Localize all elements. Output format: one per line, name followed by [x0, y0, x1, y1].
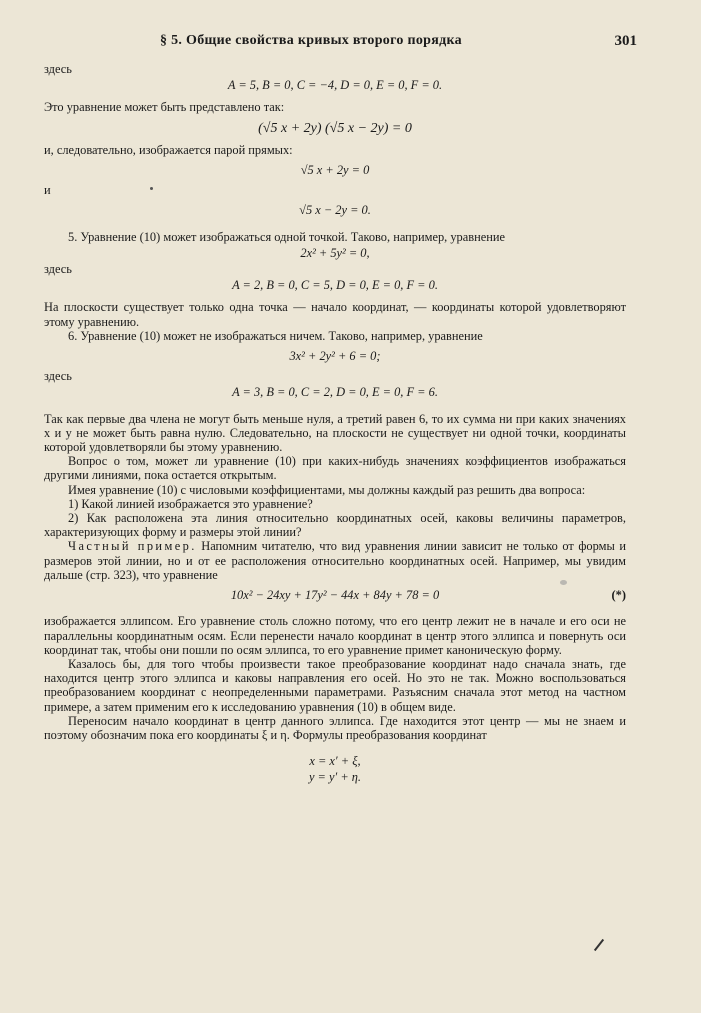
- paragraph: На плоскости существует только одна точка — начало координат, — координаты которой удовлетворяют этому уравнению.: [44, 300, 626, 329]
- paragraph: 6. Уравнение (10) может не изображаться ничем. Таково, например, уравнение: [68, 328, 483, 343]
- equation: A = 2, B = 0, C = 5, D = 0, E = 0, F = 0.: [232, 278, 438, 293]
- paragraph: Переносим начало координат в центр данного эллипса. Где находится этот центр — мы не знаем и поэтому обозначим пока его координаты ξ и η. Формулы преобразования координат: [44, 713, 626, 742]
- page-body: [44, 62, 626, 787]
- paragraph: Вопрос о том, может ли уравнение (10) при каких-нибудь значениях коэффициентов изображаться другими линиями, пока остается открытым.: [44, 454, 626, 483]
- equation: 3x² + 2y² + 6 = 0;: [289, 349, 381, 364]
- pencil-mark: [594, 939, 604, 951]
- question-item: 1) Какой линией изображается это уравнение?: [68, 496, 313, 511]
- text-label: здесь: [44, 62, 72, 76]
- paragraph: 5. Уравнение (10) может изображаться одной точкой. Таково, например, уравнение: [68, 229, 505, 244]
- paragraph: изображается эллипсом. Его уравнение столь сложно потому, что его центр лежит не в начале и его оси не параллельны координатным осям. Если перенести начало координат в центр этого эллипса и повернуть оси координат так, чтобы они пошли по осям эллипса, то его уравнение примет каноническую форму.: [44, 614, 626, 657]
- question-item: 2) Как расположена эта линия относительно координатных осей, каковы величины параметров, характеризующих форму и размеры этой линии?: [44, 511, 626, 540]
- paragraph: [44, 539, 626, 582]
- text-label: и: [44, 183, 51, 198]
- example-lead: Частный пример.: [68, 539, 197, 554]
- equation: x = x′ + ξ,: [309, 754, 361, 769]
- section-title: § 5. Общие свойства кривых второго порядка: [160, 33, 462, 48]
- text-label: здесь: [44, 369, 72, 384]
- example-text: Напомним читателю, что вид уравнения линии зависит не только от формы и размеров этой линии, но и от ее расположения относительно координатных осей. Например, мы увидим дальше (стр. 323), что уравнение: [44, 539, 626, 582]
- equation: (√5 x + 2y) (√5 x − 2y) = 0: [258, 120, 412, 136]
- running-header: [0, 33, 701, 53]
- equation-numbered: [44, 588, 626, 602]
- text-label: здесь: [44, 262, 72, 277]
- equation: 2x² + 5y² = 0,: [300, 245, 370, 260]
- page-number: 301: [614, 33, 637, 49]
- equation-tag: (*): [611, 588, 626, 603]
- equation: y = y′ + η.: [308, 770, 362, 785]
- paragraph: Имея уравнение (10) с числовыми коэффициентами, мы должны каждый раз решить два вопроса:: [68, 482, 586, 497]
- equation: √5 x + 2y = 0: [300, 163, 370, 178]
- paragraph: Казалось бы, для того чтобы произвести такое преобразование координат надо сначала знать, где находится центр этого эллипса и каковы направления его осей. Но это не так. Можно воспользоваться преобразованием координат с неопределенными параметрами. Разъясним сначала этот метод на частном примере, а затем применим его к исследованию уравнения (10) в общем виде.: [44, 656, 626, 714]
- equation: 10x² − 24xy + 17y² − 44x + 84y + 78 = 0: [230, 588, 440, 603]
- equation: √5 x − 2y = 0.: [299, 203, 371, 218]
- paragraph: и, следовательно, изображается парой прямых:: [44, 142, 293, 157]
- paragraph: Так как первые два члена не могут быть меньше нуля, а третий равен 6, то их сумма ни при каких значениях x и y не может быть равна нулю. Следовательно, на плоскости не существует ни одной точки, координаты которой удовлетворяли бы этому уравнению.: [44, 411, 626, 455]
- paragraph: Это уравнение может быть представлено так:: [44, 100, 285, 115]
- equation: A = 3, B = 0, C = 2, D = 0, E = 0, F = 6.: [232, 385, 438, 400]
- equation: A = 5, B = 0, C = −4, D = 0, E = 0, F = 0.: [227, 78, 443, 93]
